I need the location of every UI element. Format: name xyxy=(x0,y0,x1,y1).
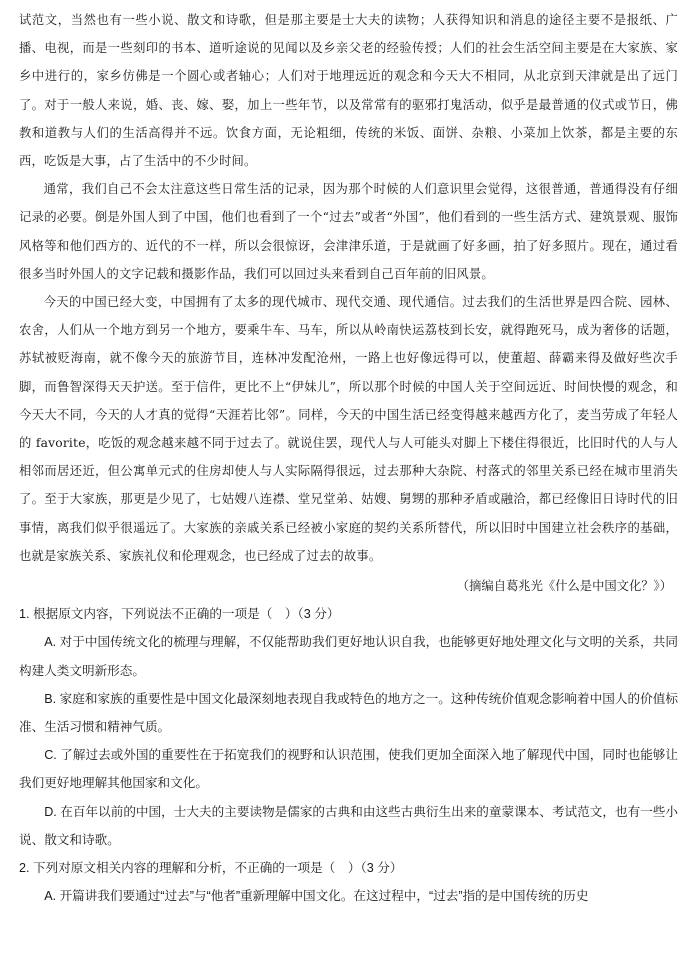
question-2-option-a: A. 开篇讲我们要通过“过去”与“他者”重新理解中国文化。在这过程中，“过去”指的是中国传统的历史 xyxy=(44,889,589,904)
question-1-option-d: D. 在百年以前的中国，士大夫的主要读物是儒家的古典和由这些古典衍生出来的童蒙课本、考试范文，也有一些小说、散文和诗歌。 xyxy=(19,804,678,847)
question-1-option-b: B. 家庭和家族的重要性是中国文化最深刻地表现自我或特色的地方之一。这种传统价值观念影响着中国人的价值标准、生活习惯和精神气质。 xyxy=(19,691,678,735)
question-1-option-c: C. 了解过去或外国的重要性在于拓宽我们的视野和认识范围，使我们更加全面深入地了解现代中国，同时也能够让我们更好地理解其他国家和文化。 xyxy=(19,748,678,791)
question-2-stem: 2. 下列对原文相关内容的理解和分析，不正确的一项是（ ）（3 分） xyxy=(19,861,403,876)
passage-paragraph-2: 通常，我们自己不会太注意这些日常生活的记录，因为那个时候的人们意识里会觉得，这很普通，普通得没有仔细记录的必要。倒是外国人到了中国，他们也看到了一个“过去”或者“外国”，他们看到的一些生活方式、建筑景观、服饰风格等和他们西方的、近代的不一样，所以会很惊讶，会津津乐道，于是就画了好多画，拍了好多照片。现在，通过看很多当时外国人的文字记载和摄影作品，我们可以回过头来看到自己百年前的旧风景。 xyxy=(19,182,678,281)
question-1-option-a: A. 对于中国传统文化的梳理与理解，不仅能帮助我们更好地认识自我，也能够更好地处理文化与文明的关系，共同构建人类文明新形态。 xyxy=(19,635,678,678)
question-1-stem: 1. 根据原文内容，下列说法不正确的一项是（ ）（3 分） xyxy=(19,607,340,622)
page-content xyxy=(19,6,678,911)
passage-paragraph-3: 今天的中国已经大变，中国拥有了太多的现代城市、现代交通、现代通信。过去我们的生活世界是四合院、园林、农舍，人们从一个地方到另一个地方，要乘牛车、马车，所以从岭南快运荔枝到长安，就得跑死马，成为奢侈的话题，苏轼被贬海南，就不像今天的旅游节目，连林冲发配沧州，一路上也好像远得可以，使董超、薛霸来得及做好些次手脚，而鲁智深得天天护送。至于信件，更比不上“伊妹儿”，所以那个时候的中国人关于空间远近、时间快慢的观念，和今天大不同，今天的人才真的觉得“天涯若比邻”。同样，今天的中国生活已经变得越来越西方化了，麦当劳成了年轻人的 favorite，吃饭的观念越来越不同于过去了。就说住罢，现代人与人可能头对脚上下楼住得很近，比旧时代的人与人相邻而居还近，但公寓单元式的住房却使人与人实际隔得很远，过去那种大杂院、村落式的邻里关系已经在城市里消失了。至于大家族，那更是少见了，七姑嫂八连襟、堂兄堂弟、姑嫂、舅甥的那种矛盾或融洽，都已经像旧日诗时代的旧事情，离我们似乎很遥远了。大家族的亲戚关系已经被小家庭的契约关系所替代，所以旧时中国建立社会秩序的基础，也就是家族关系、家族礼仪和伦理观念，也已经成了过去的故事。 xyxy=(19,295,678,563)
passage-paragraph-1: 试范文，当然也有一些小说、散文和诗歌，但是那主要是士大夫的读物；人获得知识和消息的途径主要不是报纸、广播、电视，而是一些刻印的书本、道听途说的见闻以及乡亲父老的经验传授；人们的社会生活空间主要是在大家族、家乡中进行的，家乡仿佛是一个圆心或者轴心；人们对于地理远近的观念和今天大不相同，从北京到天津就是出了远门了。对于一般人来说，婚、丧、嫁、娶，加上一些年节，以及常常有的驱邪打鬼活动，似乎是最普通的仪式或节日，佛教和道教与人们的生活高得并不远。饮食方面，无论粗细，传统的米饭、面饼、杂粮、小菜加上饮茶，都是主要的东西，吃饭是大事，占了生活中的不少时间。 xyxy=(19,13,678,169)
passage-source: （摘编自葛兆光《什么是中国文化？》） xyxy=(456,579,672,594)
